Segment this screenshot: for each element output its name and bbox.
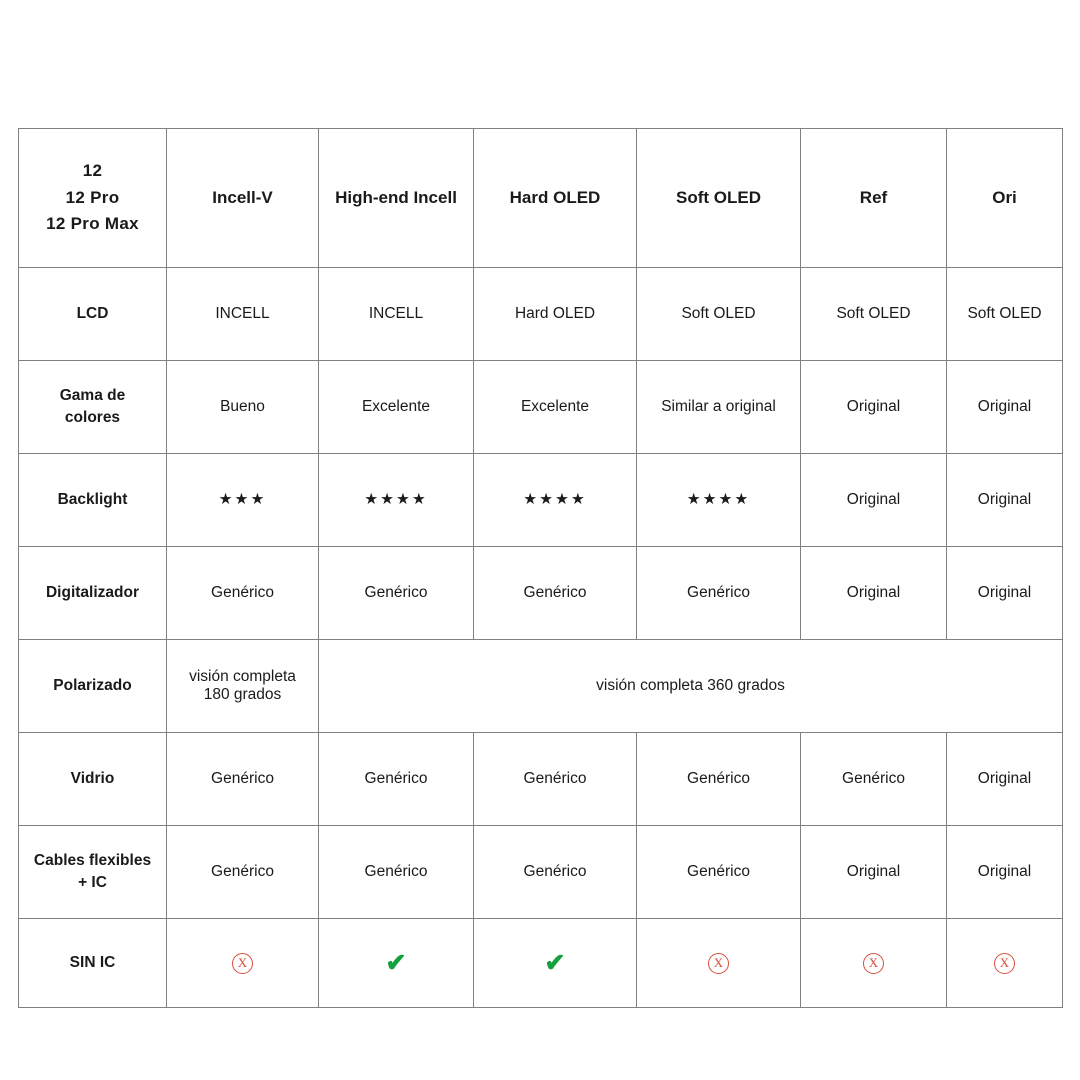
cell-sin-ic-high-end-incell bbox=[319, 919, 474, 1008]
row-label-gama-line-2: colores bbox=[64, 409, 121, 426]
cross-circle-icon: X bbox=[863, 953, 884, 974]
cell-backlight-high-end-incell: ★★★★ bbox=[319, 454, 474, 547]
cell-vidrio-ref: Genérico bbox=[801, 733, 947, 826]
header-model-title bbox=[19, 129, 167, 268]
cell-vidrio-high-end-incell: Genérico bbox=[319, 733, 474, 826]
table-row-cables-flexibles bbox=[19, 826, 1063, 919]
cell-sin-ic-ref bbox=[801, 919, 947, 1008]
row-label-vidrio: Vidrio bbox=[19, 733, 167, 826]
header-model-line-2: 12 Pro bbox=[65, 187, 120, 207]
cell-backlight-soft-oled: ★★★★ bbox=[637, 454, 801, 547]
table-row-gama-de-colores bbox=[19, 361, 1063, 454]
cell-backlight-ori: Original bbox=[947, 454, 1063, 547]
cell-lcd-high-end-incell: INCELL bbox=[319, 268, 474, 361]
cell-lcd-soft-oled: Soft OLED bbox=[637, 268, 801, 361]
table-row-sin-ic bbox=[19, 919, 1063, 1008]
cell-lcd-ref: Soft OLED bbox=[801, 268, 947, 361]
cell-vidrio-soft-oled: Genérico bbox=[637, 733, 801, 826]
cell-polarizado-incell-v-line-2: 180 grados bbox=[203, 686, 282, 703]
table-row-vidrio bbox=[19, 733, 1063, 826]
cross-circle-icon: X bbox=[232, 953, 253, 974]
cell-cables-high-end-incell: Genérico bbox=[319, 826, 474, 919]
cell-backlight-incell-v: ★★★ bbox=[167, 454, 319, 547]
header-col-ori: Ori bbox=[947, 129, 1063, 268]
cell-sin-ic-soft-oled bbox=[637, 919, 801, 1008]
cell-gama-ori: Original bbox=[947, 361, 1063, 454]
row-label-digitalizador: Digitalizador bbox=[19, 547, 167, 640]
comparison-table bbox=[18, 128, 1063, 1008]
row-label-polarizado: Polarizado bbox=[19, 640, 167, 733]
cell-vidrio-ori: Original bbox=[947, 733, 1063, 826]
cell-lcd-incell-v: INCELL bbox=[167, 268, 319, 361]
check-icon: ✔ bbox=[544, 948, 566, 977]
table-row-lcd bbox=[19, 268, 1063, 361]
row-label-cables-flexibles bbox=[19, 826, 167, 919]
header-col-hard-oled: Hard OLED bbox=[474, 129, 637, 268]
cell-gama-incell-v: Bueno bbox=[167, 361, 319, 454]
cell-digitalizador-hard-oled: Genérico bbox=[474, 547, 637, 640]
cell-gama-ref: Original bbox=[801, 361, 947, 454]
cell-cables-incell-v: Genérico bbox=[167, 826, 319, 919]
cell-backlight-ref: Original bbox=[801, 454, 947, 547]
row-label-gama-de-colores bbox=[19, 361, 167, 454]
row-label-sin-ic: SIN IC bbox=[19, 919, 167, 1008]
cross-circle-icon: X bbox=[994, 953, 1015, 974]
cell-sin-ic-hard-oled bbox=[474, 919, 637, 1008]
cell-lcd-hard-oled: Hard OLED bbox=[474, 268, 637, 361]
cell-cables-ori: Original bbox=[947, 826, 1063, 919]
cross-circle-icon: X bbox=[708, 953, 729, 974]
cell-digitalizador-soft-oled: Genérico bbox=[637, 547, 801, 640]
header-model-line-3: 12 Pro Max bbox=[46, 214, 139, 234]
row-label-cables-line-1: Cables flexibles bbox=[33, 851, 152, 869]
cell-sin-ic-incell-v bbox=[167, 919, 319, 1008]
cell-digitalizador-ori: Original bbox=[947, 547, 1063, 640]
header-col-high-end-incell: High-end Incell bbox=[319, 129, 474, 268]
cell-vidrio-hard-oled: Genérico bbox=[474, 733, 637, 826]
table-header-row bbox=[19, 129, 1063, 268]
row-label-gama-line-1: Gama de bbox=[59, 386, 126, 404]
cell-cables-ref: Original bbox=[801, 826, 947, 919]
row-label-lcd: LCD bbox=[19, 268, 167, 361]
cell-digitalizador-incell-v: Genérico bbox=[167, 547, 319, 640]
row-label-cables-line-2: + IC bbox=[78, 874, 107, 891]
cell-digitalizador-high-end-incell: Genérico bbox=[319, 547, 474, 640]
header-col-soft-oled: Soft OLED bbox=[637, 129, 801, 268]
cell-cables-hard-oled: Genérico bbox=[474, 826, 637, 919]
table-row-backlight bbox=[19, 454, 1063, 547]
cell-lcd-ori: Soft OLED bbox=[947, 268, 1063, 361]
cell-cables-soft-oled: Genérico bbox=[637, 826, 801, 919]
header-col-ref: Ref bbox=[801, 129, 947, 268]
cell-polarizado-incell-v bbox=[167, 640, 319, 733]
header-col-incell-v: Incell-V bbox=[167, 129, 319, 268]
cell-gama-high-end-incell: Excelente bbox=[319, 361, 474, 454]
cell-vidrio-incell-v: Genérico bbox=[167, 733, 319, 826]
cell-gama-hard-oled: Excelente bbox=[474, 361, 637, 454]
header-model-line-1: 12 bbox=[82, 161, 103, 181]
cell-backlight-hard-oled: ★★★★ bbox=[474, 454, 637, 547]
table-row-polarizado bbox=[19, 640, 1063, 733]
cell-digitalizador-ref: Original bbox=[801, 547, 947, 640]
cell-polarizado-merged: visión completa 360 grados bbox=[319, 640, 1063, 733]
check-icon: ✔ bbox=[385, 948, 407, 977]
table-row-digitalizador bbox=[19, 547, 1063, 640]
row-label-backlight: Backlight bbox=[19, 454, 167, 547]
cell-polarizado-incell-v-line-1: visión completa bbox=[189, 668, 296, 685]
cell-gama-soft-oled: Similar a original bbox=[637, 361, 801, 454]
cell-sin-ic-ori bbox=[947, 919, 1063, 1008]
